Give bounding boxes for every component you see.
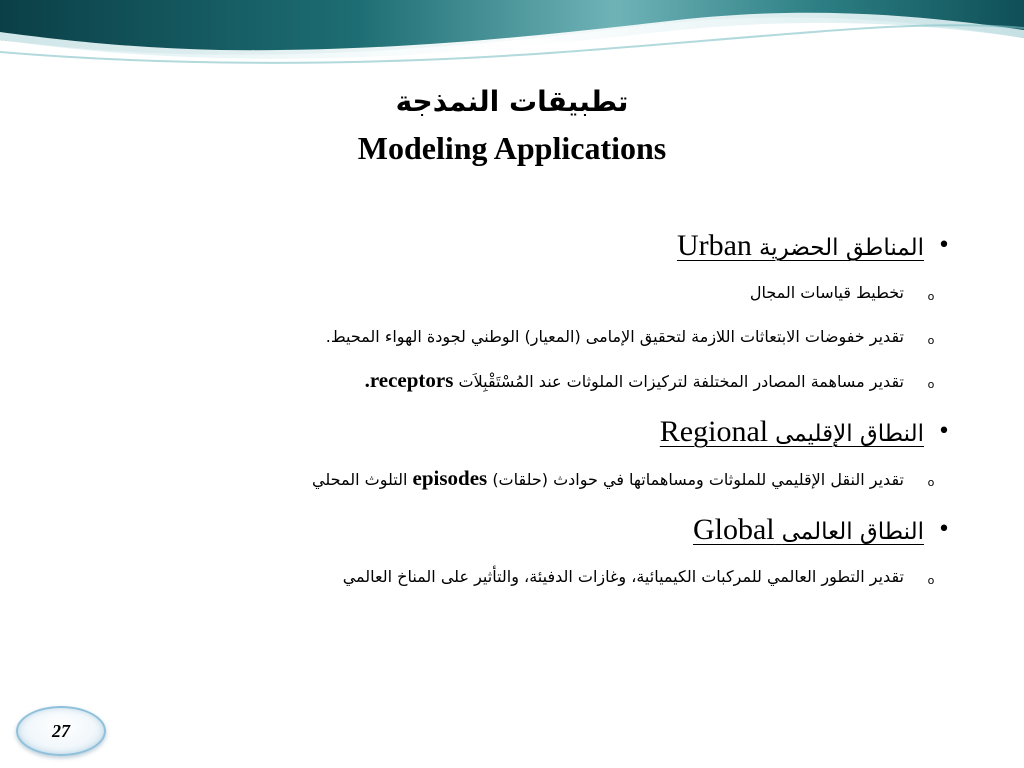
page-number-badge xyxy=(16,706,106,756)
bullet-icon: • xyxy=(937,517,951,542)
section-urban xyxy=(84,222,964,270)
circle-bullet-icon: o xyxy=(927,377,935,391)
section-global xyxy=(84,506,964,554)
page-number: 27 xyxy=(52,720,70,741)
section-urban-label: المناطق الحضرية Urban xyxy=(676,229,924,262)
list-item: o تقدير النقل الإقليمي للملوثات ومساهماتها في حوادث (حلقات) episodes التلوث المحلي xyxy=(84,456,964,500)
circle-bullet-icon: o xyxy=(927,573,935,587)
section-regional xyxy=(84,408,964,456)
circle-bullet-icon: o xyxy=(927,475,935,489)
title-block xyxy=(0,82,1024,170)
bullet-list xyxy=(84,222,964,598)
slide-title-english: Modeling Applications xyxy=(357,130,667,166)
section-regional-label: النطاق الإقليمى Regional xyxy=(659,415,924,448)
list-item: o تقدير التطور العالمي للمركبات الكيميائية، وغازات الدفيئة، والتأثير على المناخ العالمي xyxy=(84,554,964,598)
list-item: o تقدير مساهمة المصادر المختلفة لتركيزات الملوثات عند المُسْتَقْبِلاَت receptors. xyxy=(84,358,964,402)
circle-bullet-icon: o xyxy=(927,289,935,303)
bullet-icon: • xyxy=(937,233,951,258)
section-global-label: النطاق العالمى Global xyxy=(692,513,924,546)
header-wave-decoration xyxy=(0,0,1024,70)
bullet-icon: • xyxy=(937,419,951,444)
list-item: o تقدير خفوضات الابتعاثات اللازمة لتحقيق الإمامى (المعيار) الوطني لجودة الهواء المحيط. xyxy=(84,314,964,358)
slide-title-arabic: تطبيقات النمذجة xyxy=(395,85,629,118)
circle-bullet-icon: o xyxy=(927,333,935,347)
list-item: o تخطيط قياسات المجال xyxy=(84,270,964,314)
